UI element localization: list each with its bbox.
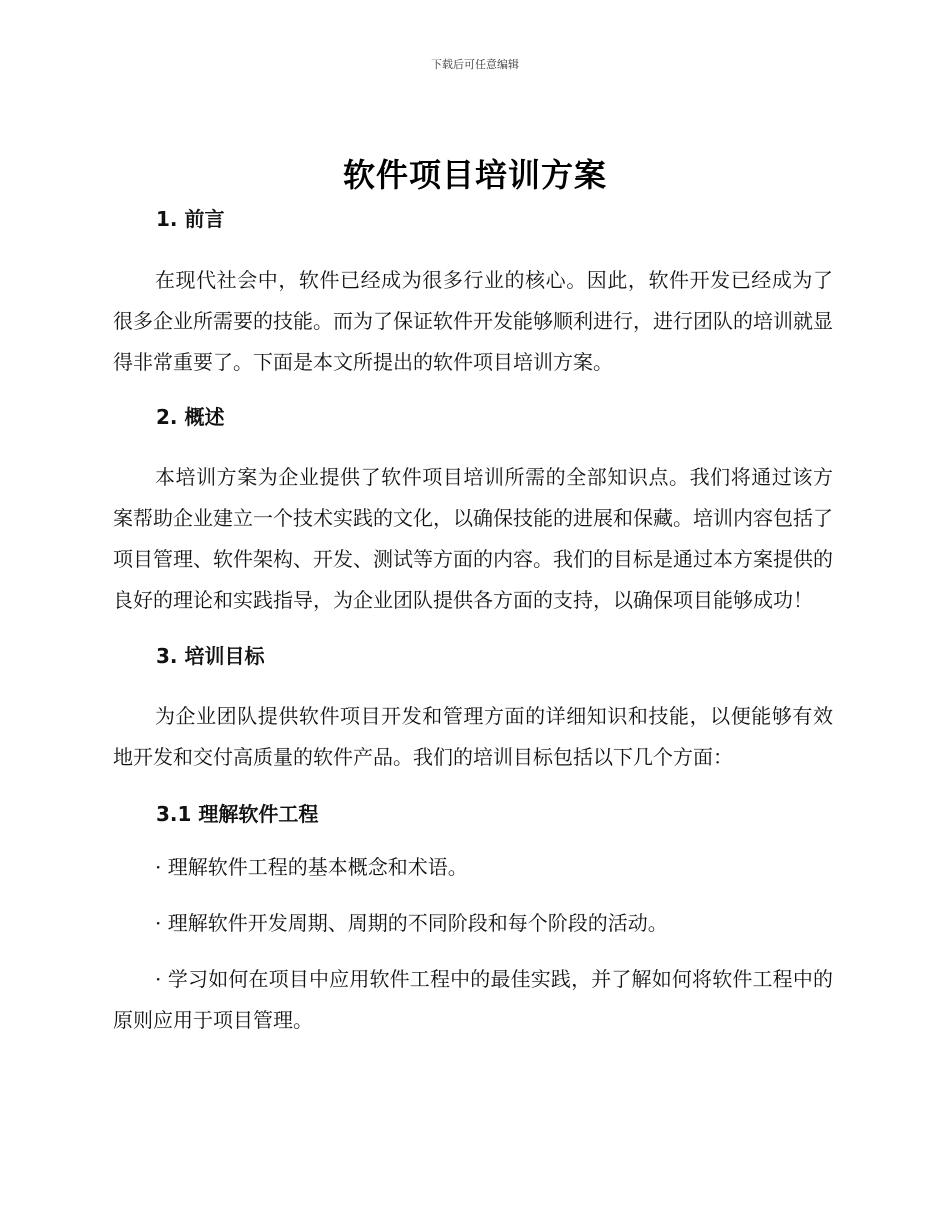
section-paragraph: 本培训方案为企业提供了软件项目培训所需的全部知识点。我们将通过该方案帮助企业建立一个技术实践的文化，以确保技能的进展和保藏。培训内容包括了项目管理、软件架构、开发、测试等方面的内容。我们的目标是通过本方案提供的良好的理论和实践指导，为企业团队提供各方面的支持，以确保项目能够成功！ bbox=[113, 465, 833, 612]
section-heading: 3. 培训目标 bbox=[156, 644, 265, 668]
header-note: 下载后可任意编辑 bbox=[431, 58, 519, 71]
section-heading: 1. 前言 bbox=[156, 207, 225, 231]
bullet-item: · 学习如何在项目中应用软件工程中的最佳实践，并了解如何将软件工程中的原则应用于项目管理。 bbox=[113, 967, 833, 1032]
section-paragraph: 在现代社会中，软件已经成为很多行业的核心。因此，软件开发已经成为了很多企业所需要的技能。而为了保证软件开发能够顺利进行，进行团队的培训就显得非常重要了。下面是本文所提出的软件项目培训方案。 bbox=[113, 268, 833, 374]
bullet-item: · 理解软件开发周期、周期的不同阶段和每个阶段的活动。 bbox=[155, 911, 668, 935]
document-title: 软件项目培训方案 bbox=[342, 156, 607, 194]
subsection-heading: 3.1 理解软件工程 bbox=[156, 802, 319, 826]
document-body bbox=[113, 204, 833, 1041]
section-paragraph: 为企业团队提供软件项目开发和管理方面的详细知识和技能，以便能够有效地开发和交付高质量的软件产品。我们的培训目标包括以下几个方面： bbox=[113, 704, 833, 769]
bullet-item: · 理解软件工程的基本概念和术语。 bbox=[155, 855, 468, 879]
section-heading: 2. 概述 bbox=[156, 405, 225, 429]
